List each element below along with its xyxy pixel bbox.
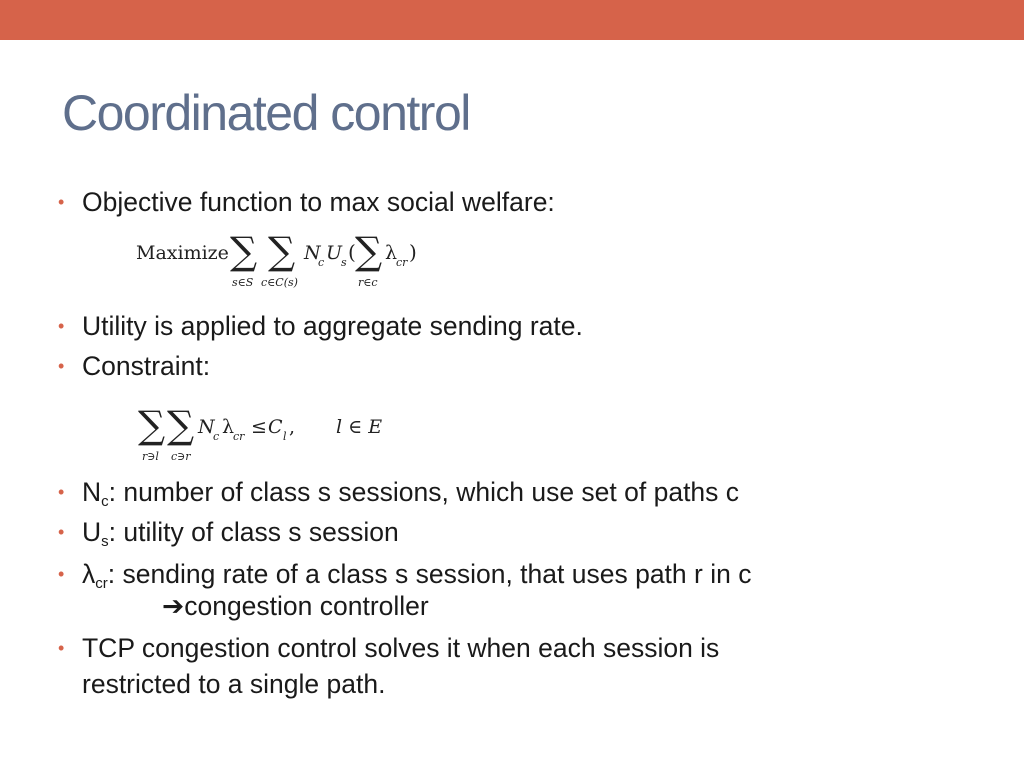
bullet-dot-icon: •	[58, 482, 65, 502]
slide-title: Coordinated control	[62, 85, 470, 141]
nc-description: : number of class s sessions, which use set of paths c	[108, 477, 740, 507]
lambda-symbol: λ	[82, 559, 96, 589]
formula-constraint	[138, 403, 398, 466]
sum-subscript: c∈C(s)	[261, 276, 298, 289]
bullet-text	[162, 590, 429, 622]
nc-symbol: N	[82, 477, 102, 507]
sum-subscript: s∈S	[232, 276, 254, 289]
bullet-text: Utility is applied to aggregate sending rate.	[82, 311, 583, 341]
bullet-text-line2: restricted to a single path.	[82, 669, 386, 699]
sum-subscript: c∋r	[171, 450, 191, 463]
bullet-dot-icon: •	[58, 522, 65, 542]
capacity-symbol: C	[268, 416, 283, 438]
bullet-dot-icon: •	[58, 638, 65, 658]
sum-symbol: ∑	[355, 229, 383, 273]
us-description: : utility of class s session	[108, 517, 399, 547]
top-accent-bar	[0, 0, 1024, 40]
us-symbol: U	[326, 242, 343, 264]
lambda-symbol: λ	[385, 242, 398, 264]
bullet-text-line1: TCP congestion control solves it when each session is	[82, 633, 720, 663]
lambda-symbol: λ	[222, 416, 235, 438]
close-paren: )	[409, 240, 417, 264]
nc-subscript: c	[318, 256, 325, 269]
lambda-subscript: cr	[233, 430, 245, 443]
leq-symbol: ≤	[251, 416, 267, 438]
bullet-dot-icon: •	[58, 316, 65, 336]
comma: ,	[289, 416, 296, 438]
n-symbol: N	[198, 416, 215, 438]
open-paren: (	[348, 240, 356, 264]
nc-symbol: N	[304, 242, 321, 264]
lambda-description: : sending rate of a class s session, that uses path r in c	[107, 559, 752, 589]
sum-symbol: ∑	[230, 229, 258, 273]
formula-maximize	[136, 229, 436, 292]
us-subscript: s	[101, 533, 109, 550]
nc-subscript: c	[101, 493, 109, 510]
continuation-text: congestion controller	[184, 591, 429, 621]
n-subscript: c	[213, 430, 220, 443]
lambda-subscript: cr	[95, 575, 108, 592]
bullet-text	[82, 516, 399, 548]
bullet-text: Constraint:	[82, 351, 211, 381]
capacity-subscript: l	[283, 430, 287, 443]
sum-subscript: r∋l	[142, 450, 159, 463]
bullet-dot-icon: •	[58, 564, 65, 584]
bullet-dot-icon: •	[58, 356, 65, 376]
sum-symbol: ∑	[167, 403, 195, 447]
lambda-subscript: cr	[396, 256, 408, 269]
sum-symbol: ∑	[268, 229, 296, 273]
bullet-dot-icon: •	[58, 192, 65, 212]
formula-word: Maximize	[136, 242, 229, 264]
bullet-text: Objective function to max social welfare:	[82, 187, 555, 217]
bullet-text	[82, 558, 751, 590]
sum-symbol: ∑	[138, 403, 166, 447]
bullet-text	[82, 476, 739, 508]
us-subscript: s	[341, 256, 347, 269]
us-symbol: U	[82, 517, 102, 547]
sum-subscript: r∈c	[358, 276, 378, 289]
link-condition: l ∈ E	[336, 416, 383, 438]
arrow-right-icon: ➔	[162, 591, 185, 621]
